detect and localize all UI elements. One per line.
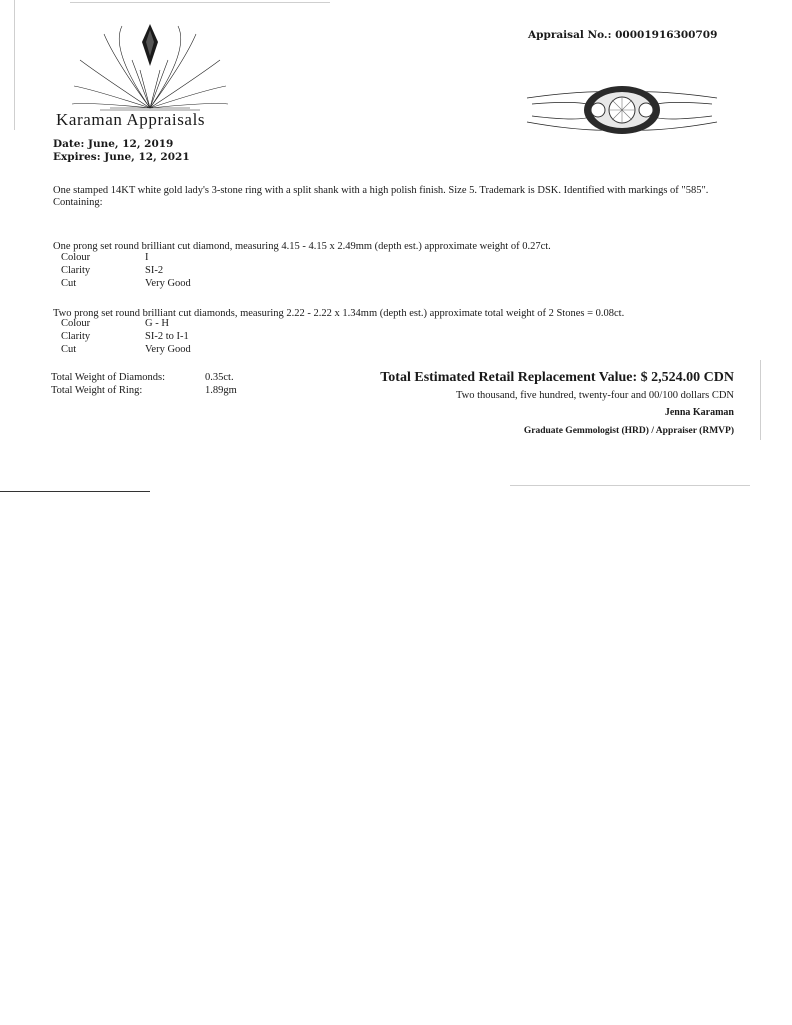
stone-2-clarity (61, 331, 189, 342)
valuation-block (380, 369, 734, 438)
appraisal-number (528, 29, 717, 41)
total-diamonds-row (51, 371, 237, 384)
appraisal-no-label: Appraisal No.: (528, 29, 612, 41)
date-label: Date: (53, 138, 85, 150)
spec-label: Clarity (61, 265, 91, 276)
scan-artifact (510, 485, 750, 486)
spec-label: Colour (61, 252, 91, 263)
stone-2-description: Two prong set round brilliant cut diamonds, measuring 2.22 - 2.22 x 1.34mm (depth est.) approximate total weight of 2 Stones = 0.08ct. (53, 308, 625, 319)
expires-value: June, 12, 2021 (104, 151, 190, 163)
stone-2-cut (61, 344, 191, 355)
total-ring-value: 1.89gm (205, 385, 237, 396)
page-rule (0, 491, 150, 492)
total-ring-label: Total Weight of Ring: (51, 385, 143, 396)
spec-value: Very Good (145, 344, 191, 355)
stone-1-clarity (61, 265, 163, 276)
item-description (53, 185, 743, 209)
stone-2-colour (61, 318, 169, 329)
spec-value: G - H (145, 318, 169, 329)
spec-label: Cut (61, 278, 77, 289)
spec-value: SI-2 (145, 265, 164, 276)
stone-1-description: One prong set round brilliant cut diamond, measuring 4.15 - 4.15 x 2.49mm (depth est.) approximate weight of 0.27ct. (53, 241, 551, 252)
stone-1-cut (61, 278, 191, 289)
signer-name: Jenna Karaman (664, 407, 734, 418)
replacement-value: Total Estimated Retail Replacement Value: $ 2,524.00 CDN (380, 370, 734, 385)
scan-artifact (14, 0, 15, 130)
weight-totals (51, 371, 237, 397)
spec-label: Colour (61, 318, 91, 329)
company-name: Karaman Appraisals (56, 110, 206, 129)
containing-label: Containing: (53, 197, 103, 208)
spec-label: Cut (61, 344, 77, 355)
three-stone-ring-icon (522, 70, 722, 150)
date-value: June, 12, 2019 (87, 138, 174, 150)
total-diamonds-label: Total Weight of Diamonds: (51, 372, 166, 383)
dates-block (53, 138, 190, 164)
total-diamonds-value: 0.35ct. (205, 372, 234, 383)
signer-title: Graduate Gemmologist (HRD) / Appraiser (RMVP) (523, 426, 734, 436)
scan-artifact (760, 360, 761, 440)
spec-label: Clarity (61, 331, 91, 342)
spec-value: SI-2 to I-1 (145, 331, 189, 342)
diamond-wheat-logo-icon (70, 20, 230, 116)
appraisal-no-value: 00001916300709 (615, 29, 718, 41)
stone-1-colour (61, 252, 149, 263)
description-text: One stamped 14KT white gold lady's 3-stone ring with a split shank with a high polish finish. Size 5. Trademark is DSK. Identified with markings of "585". (53, 185, 709, 196)
spec-value: Very Good (145, 278, 191, 289)
expires-label: Expires: (53, 151, 101, 163)
total-ring-row (51, 384, 237, 397)
spec-value: I (145, 252, 149, 263)
value-in-words: Two thousand, five hundred, twenty-four and 00/100 dollars CDN (455, 390, 734, 401)
scan-artifact (70, 2, 330, 3)
